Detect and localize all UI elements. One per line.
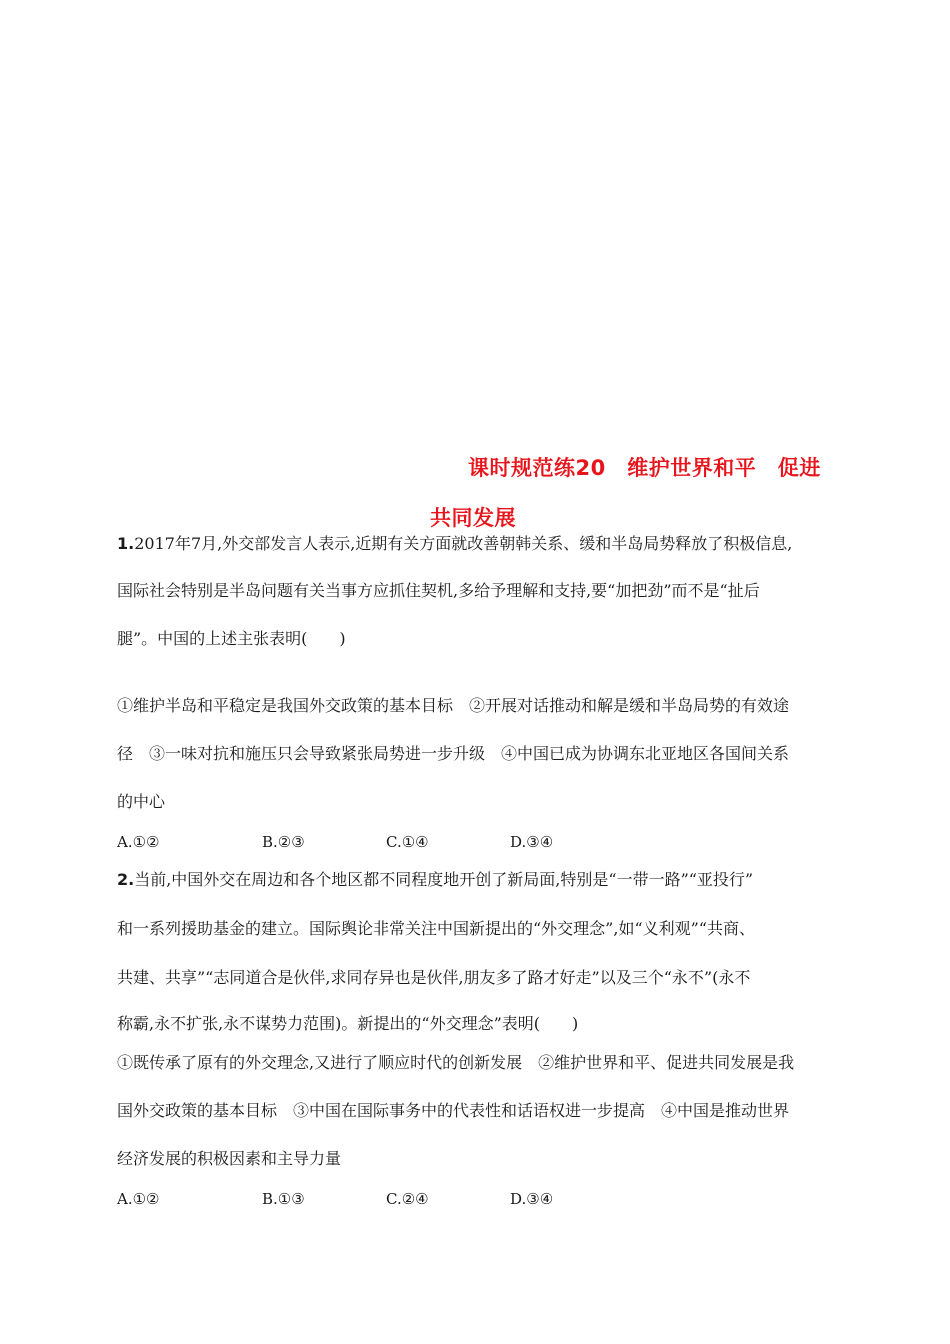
question-2-option-a[interactable]: A.①② — [117, 1190, 160, 1208]
question-2-option-b[interactable]: B.①③ — [262, 1190, 305, 1208]
question-1-stem-line-3: 腿”。中国的上述主张表明( ) — [117, 629, 346, 648]
question-1-option-a[interactable]: A.①② — [117, 833, 160, 851]
question-2-stem-line-2: 和一系列援助基金的建立。国际舆论非常关注中国新提出的“外交理念”,如“义利观”“共商、 — [117, 919, 755, 938]
question-2-option-c[interactable]: C.②④ — [386, 1190, 429, 1208]
question-1-stem-line-1: 1.2017年7月,外交部发言人表示,近期有关方面就改善朝韩关系、缓和半岛局势释放了积极信息, — [117, 534, 793, 553]
question-2-number: 2. — [117, 870, 135, 889]
question-2-stem-line-1: 2.当前,中国外交在周边和各个地区都不同程度地开创了新局面,特别是“一带一路”“亚投行” — [117, 870, 754, 889]
question-2-statement-line-2: 国外交政策的基本目标 ③中国在国际事务中的代表性和话语权进一步提高 ④中国是推动世界 — [117, 1101, 790, 1120]
question-1-option-b[interactable]: B.②③ — [262, 833, 305, 851]
question-2-option-d[interactable]: D.③④ — [510, 1190, 554, 1208]
question-1-statement-line-2: 径 ③一味对抗和施压只会导致紧张局势进一步升级 ④中国已成为协调东北亚地区各国间关系 — [117, 744, 790, 763]
question-2-stem-line-3: 共建、共享”“志同道合是伙伴,求同存异也是伙伴,朋友多了路才好走”以及三个“永不”(永不 — [117, 968, 751, 987]
question-1-option-d[interactable]: D.③④ — [510, 833, 554, 851]
question-2-statement-line-3: 经济发展的积极因素和主导力量 — [117, 1149, 342, 1168]
page-title-continued: 共同发展 — [430, 506, 516, 530]
question-1-statement-line-3: 的中心 — [117, 792, 166, 811]
question-1-statement-line-1: ①维护半岛和平稳定是我国外交政策的基本目标 ②开展对话推动和解是缓和半岛局势的有效途 — [117, 696, 790, 715]
page-title: 课时规范练20 维护世界和平 促进 — [468, 456, 821, 480]
question-1-number: 1. — [117, 534, 135, 553]
question-1-stem-line-2: 国际社会特别是半岛问题有关当事方应抓住契机,多给予理解和支持,要“加把劲”而不是“扯后 — [117, 581, 760, 600]
question-1-option-c[interactable]: C.①④ — [386, 833, 429, 851]
question-2-stem-line-4: 称霸,永不扩张,永不谋势力范围)。新提出的“外交理念”表明( ) — [117, 1014, 579, 1033]
question-2-statement-line-1: ①既传承了原有的外交理念,又进行了顺应时代的创新发展 ②维护世界和平、促进共同发展是我 — [117, 1053, 795, 1072]
